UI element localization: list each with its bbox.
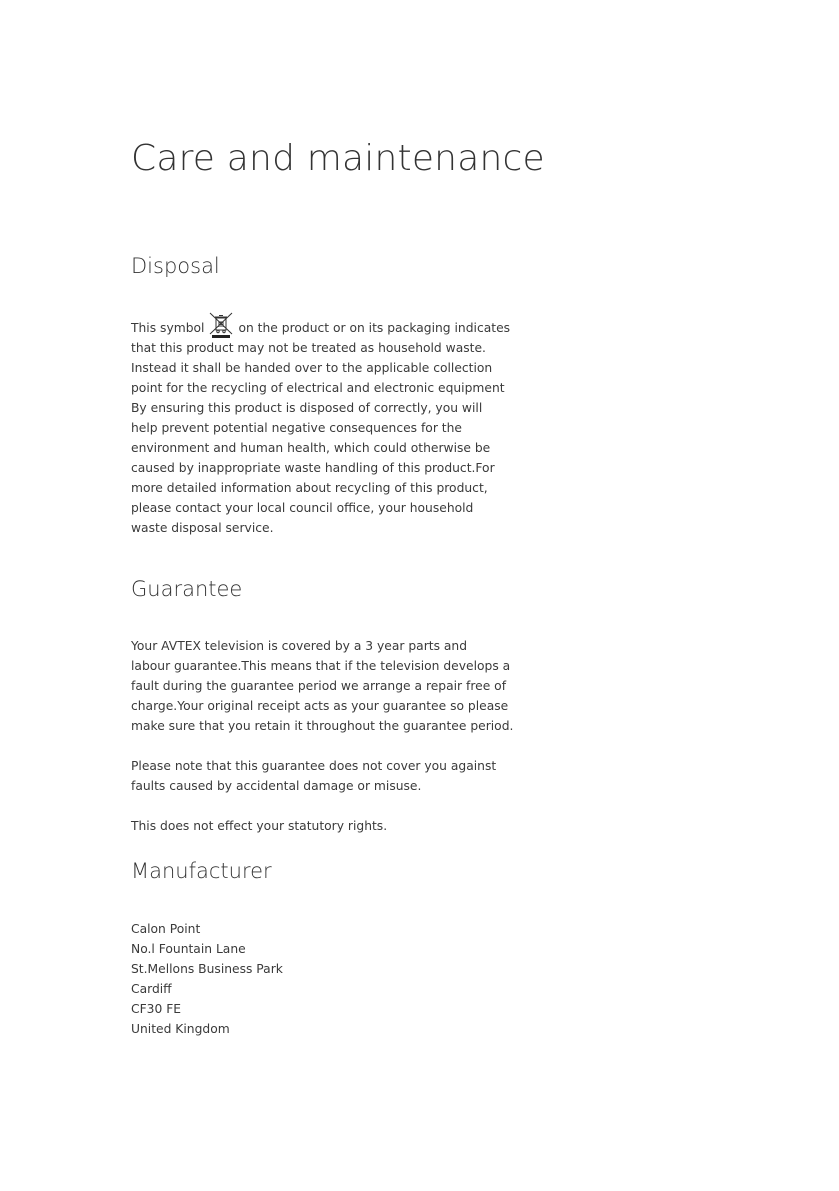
disposal-line: environment and human health, which could otherwise be xyxy=(131,441,491,455)
guarantee-line: Your AVTEX television is covered by a 3 year parts and xyxy=(131,639,468,653)
guarantee-line: charge.Your original receipt acts as your guarantee so please xyxy=(131,699,509,713)
page-title: Care and maintenance xyxy=(131,138,545,179)
address-line: No.l Fountain Lane xyxy=(131,942,246,956)
guarantee-line: This does not effect your statutory rights. xyxy=(131,819,388,833)
guarantee-line: Please note that this guarantee does not cover you against xyxy=(131,759,497,773)
disposal-heading: Disposal xyxy=(131,254,220,278)
disposal-line: please contact your local council office, your household xyxy=(131,501,474,515)
disposal-line: that this product may not be treated as household waste. xyxy=(131,341,486,355)
guarantee-line: labour guarantee.This means that if the television develops a xyxy=(131,659,511,673)
disposal-line: more detailed information about recycling of this product, xyxy=(131,481,488,495)
address-line: United Kingdom xyxy=(131,1022,230,1036)
guarantee-paragraph-3 xyxy=(131,816,481,836)
guarantee-line: fault during the guarantee period we arrange a repair free of xyxy=(131,679,507,693)
disposal-paragraph xyxy=(131,312,511,538)
address-line: St.Mellons Business Park xyxy=(131,962,283,976)
disposal-line: help prevent potential negative consequences for the xyxy=(131,421,462,435)
crossed-out-wheelie-bin-icon xyxy=(208,312,234,338)
disposal-line: caused by inappropriate waste handling of this product.For xyxy=(131,461,495,475)
guarantee-paragraph-2 xyxy=(131,756,497,796)
address-line: Calon Point xyxy=(131,922,201,936)
disposal-line: point for the recycling of electrical and electronic equipment xyxy=(131,381,505,395)
guarantee-line: faults caused by accidental damage or misuse. xyxy=(131,779,422,793)
disposal-line: waste disposal service. xyxy=(131,521,274,535)
manufacturer-heading: Manufacturer xyxy=(131,859,272,883)
disposal-line-1: This symbol on the product or on its packaging indicates xyxy=(131,312,481,338)
address-line: CF30 FE xyxy=(131,1002,182,1016)
guarantee-paragraph-1 xyxy=(131,636,514,736)
manufacturer-address xyxy=(131,919,283,1039)
disposal-line: Instead it shall be handed over to the applicable collection xyxy=(131,361,493,375)
guarantee-heading: Guarantee xyxy=(131,577,243,601)
address-line: Cardiff xyxy=(131,982,172,996)
disposal-line: By ensuring this product is disposed of correctly, you will xyxy=(131,401,483,415)
guarantee-line: make sure that you retain it throughout the guarantee period. xyxy=(131,719,514,733)
